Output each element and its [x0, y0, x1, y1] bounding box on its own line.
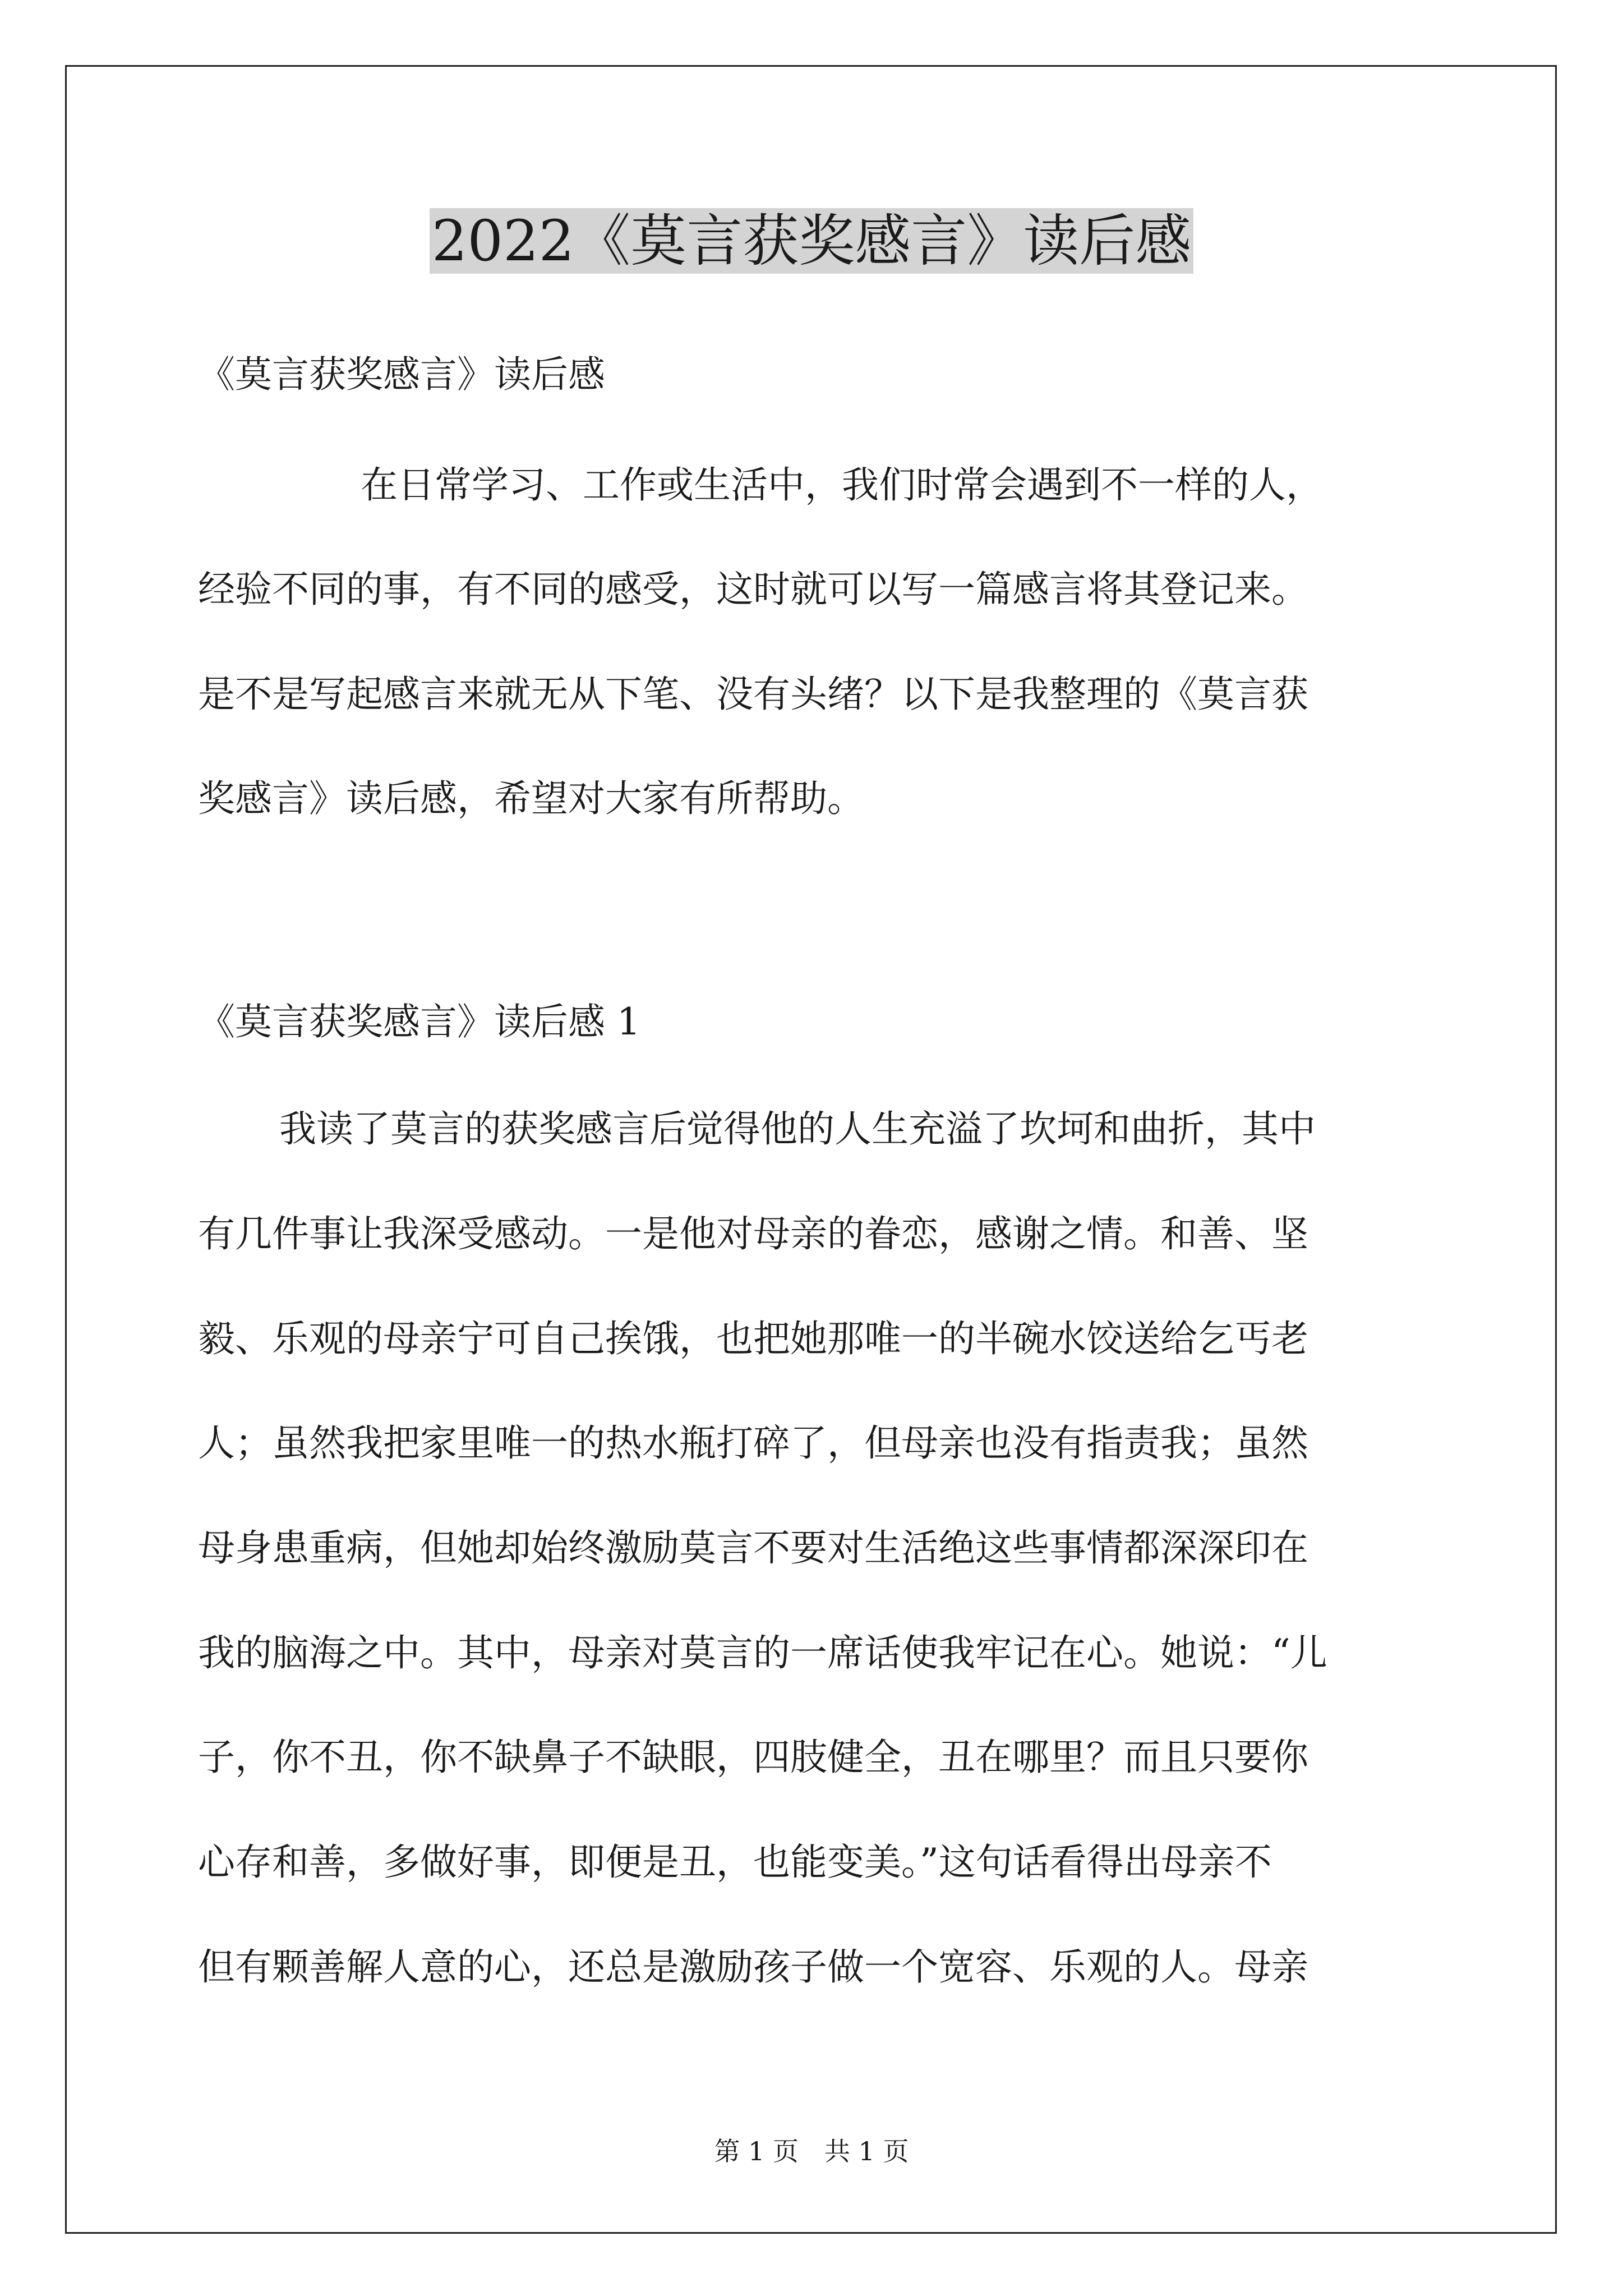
page-footer	[0, 2134, 1623, 2168]
section-1-line-9: 但有颗善解人意的心，还总是激励孩子做一个宽容、乐观的人。母亲	[198, 1945, 1308, 1989]
section-1-line-8: 心存和善，多做好事，即便是丑，也能变美。”这句话看得出母亲不	[198, 1841, 1272, 1884]
section-1-line-4: 人；虽然我把家里唯一的热水瓶打碎了，但母亲也没有指责我；虽然	[198, 1421, 1308, 1465]
intro-line-2: 经验不同的事，有不同的感受，这时就可以写一篇感言将其登记来。	[198, 568, 1308, 611]
section-1-line-2: 有几件事让我深受感动。一是他对母亲的眷恋，感谢之情。和善、坚	[198, 1212, 1308, 1255]
section-1-line-5: 母身患重病，但她却始终激励莫言不要对生活绝这些事情都深深印在	[198, 1526, 1308, 1570]
section-1-line-6: 我的脑海之中。其中，母亲对莫言的一席话使我牢记在心。她说：“儿	[198, 1631, 1327, 1674]
section-1-line-3: 毅、乐观的母亲宁可自己挨饿，也把她那唯一的半碗水饺送给乞丐老	[198, 1317, 1308, 1360]
page-number: 第 1 页 共 1 页	[714, 2136, 909, 2166]
document-title-text: 2022《莫言获奖感言》读后感	[430, 208, 1194, 274]
section-1-heading: 《莫言获奖感言》读后感 1	[198, 1000, 640, 1043]
intro-line-1: 在日常学习、工作或生活中，我们时常会遇到不一样的人，	[361, 463, 1323, 507]
subtitle: 《莫言获奖感言》读后感	[198, 353, 605, 396]
intro-line-4: 奖感言》读后感，希望对大家有所帮助。	[198, 777, 864, 820]
section-1-line-1: 我读了莫言的获奖感言后觉得他的人生充溢了坎坷和曲折，其中	[279, 1107, 1316, 1151]
document-title	[0, 205, 1623, 278]
intro-line-3: 是不是写起感言来就无从下笔、没有头绪？以下是我整理的《莫言获	[198, 673, 1308, 716]
section-1-line-7: 子，你不丑，你不缺鼻子不缺眼，四肢健全，丑在哪里？而且只要你	[198, 1736, 1308, 1779]
